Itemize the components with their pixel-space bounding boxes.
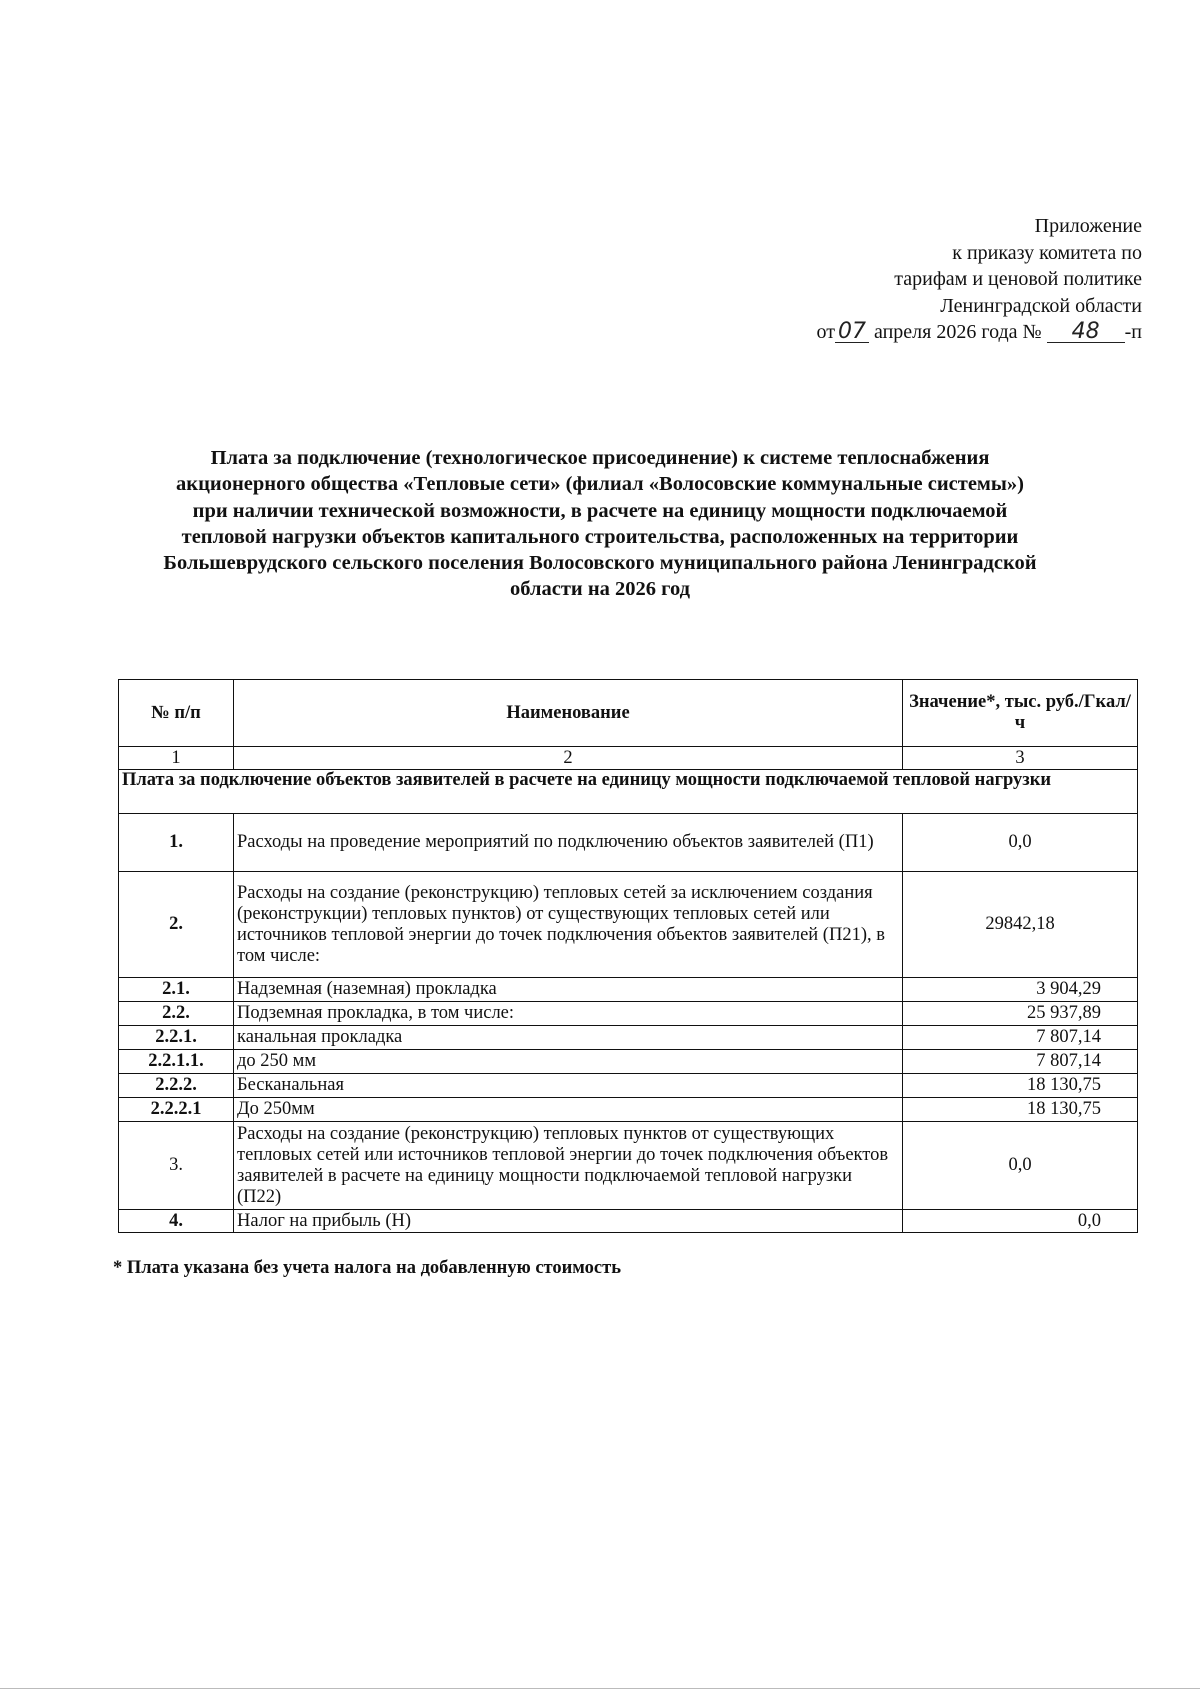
order-middle: апреля 2026 года № [873, 321, 1042, 343]
table-row [119, 1002, 1138, 1026]
row-name: Подземная прокладка, в том числе: [234, 1002, 903, 1026]
title-line: акционерного общества «Тепловые сети» (филиал «Волосовские коммунальные системы») [176, 473, 1024, 496]
row-value: 0,0 [903, 814, 1138, 872]
row-name: Надземная (наземная) прокладка [234, 978, 903, 1002]
column-number: 3 [903, 747, 1138, 770]
title-line: при наличии технической возможности, в расчете на единицу мощности подключаемой [192, 499, 1008, 522]
column-number: 1 [119, 747, 234, 770]
row-name: Расходы на создание (реконструкцию) тепловых сетей за исключением создания (реконструкции) тепловых пунктов) от существующих тепловых сетей или источников тепловой энергии до точек подключения объектов заявителей (П21), в том числе: [234, 872, 903, 978]
row-number: 4. [119, 1210, 234, 1233]
row-value: 7 807,14 [903, 1050, 1138, 1074]
row-value: 0,0 [903, 1210, 1138, 1233]
title-line: тепловой нагрузки объектов капитального строительства, расположенных на территории [181, 525, 1019, 548]
tariff-table [118, 679, 1138, 1233]
handwritten-order-number: 48 [1047, 322, 1125, 343]
handwritten-day: 07 [835, 322, 869, 343]
section-title: Плата за подключение объектов заявителей в расчете на единицу мощности подключаемой тепловой нагрузки [119, 770, 1138, 814]
row-number: 2.2.1. [119, 1026, 234, 1050]
footnote: * Плата указана без учета налога на добавленную стоимость [113, 1258, 622, 1278]
row-number: 2.2. [119, 1002, 234, 1026]
row-number: 2. [119, 872, 234, 978]
row-name: до 250 мм [234, 1050, 903, 1074]
appendix-line-4: Ленинградской области [940, 294, 1142, 317]
row-name: канальная прокладка [234, 1026, 903, 1050]
table-row [119, 1122, 1138, 1210]
column-number: 2 [234, 747, 903, 770]
row-value: 29842,18 [903, 872, 1138, 978]
column-number-row [119, 747, 1138, 770]
row-value: 0,0 [903, 1122, 1138, 1210]
row-number: 1. [119, 814, 234, 872]
title-line: Большеврудского сельского поселения Волосовского муниципального района Ленинградской [163, 552, 1037, 575]
row-name: Расходы на проведение мероприятий по подключению объектов заявителей (П1) [234, 814, 903, 872]
table-row [119, 978, 1138, 1002]
scan-edge-line [0, 1688, 1200, 1689]
table-row [119, 1050, 1138, 1074]
row-value: 3 904,29 [903, 978, 1138, 1002]
header-value: Значение*, тыс. руб./Гкал/ч [903, 680, 1138, 747]
table-row [119, 1074, 1138, 1098]
document-title [100, 445, 1100, 603]
table-row [119, 1210, 1138, 1233]
row-name: Бесканальная [234, 1074, 903, 1098]
title-line: области на 2026 год [510, 578, 690, 601]
order-prefix: от [816, 321, 835, 343]
row-number: 2.2.2.1 [119, 1098, 234, 1122]
row-number: 3. [119, 1122, 234, 1210]
table-row [119, 1026, 1138, 1050]
row-name: Налог на прибыль (Н) [234, 1210, 903, 1233]
row-value: 18 130,75 [903, 1098, 1138, 1122]
order-suffix: -п [1124, 321, 1142, 343]
section-row [119, 770, 1138, 814]
appendix-line-3: тарифам и ценовой политике [894, 268, 1142, 290]
row-name: До 250мм [234, 1098, 903, 1122]
table-row [119, 872, 1138, 978]
header-number: № п/п [119, 680, 234, 747]
header-row [119, 680, 1138, 747]
table-row [119, 814, 1138, 872]
appendix-line-2: к приказу комитета по [952, 241, 1142, 264]
header-name: Наименование [234, 680, 903, 747]
row-value: 7 807,14 [903, 1026, 1138, 1050]
title-line: Плата за подключение (технологическое присоединение) к системе теплоснабжения [210, 447, 990, 469]
appendix-block [662, 213, 1142, 346]
row-value: 18 130,75 [903, 1074, 1138, 1098]
table-row [119, 1098, 1138, 1122]
row-value: 25 937,89 [903, 1002, 1138, 1026]
row-name: Расходы на создание (реконструкцию) тепловых пунктов от существующих тепловых сетей или источников тепловой энергии до точек подключения объектов заявителей в расчете на единицу мощности подключаемой тепловой нагрузки (П22) [234, 1122, 903, 1210]
appendix-line-1: Приложение [1034, 215, 1142, 237]
row-number: 2.2.2. [119, 1074, 234, 1098]
order-date-line [662, 319, 1142, 346]
row-number: 2.2.1.1. [119, 1050, 234, 1074]
row-number: 2.1. [119, 978, 234, 1002]
